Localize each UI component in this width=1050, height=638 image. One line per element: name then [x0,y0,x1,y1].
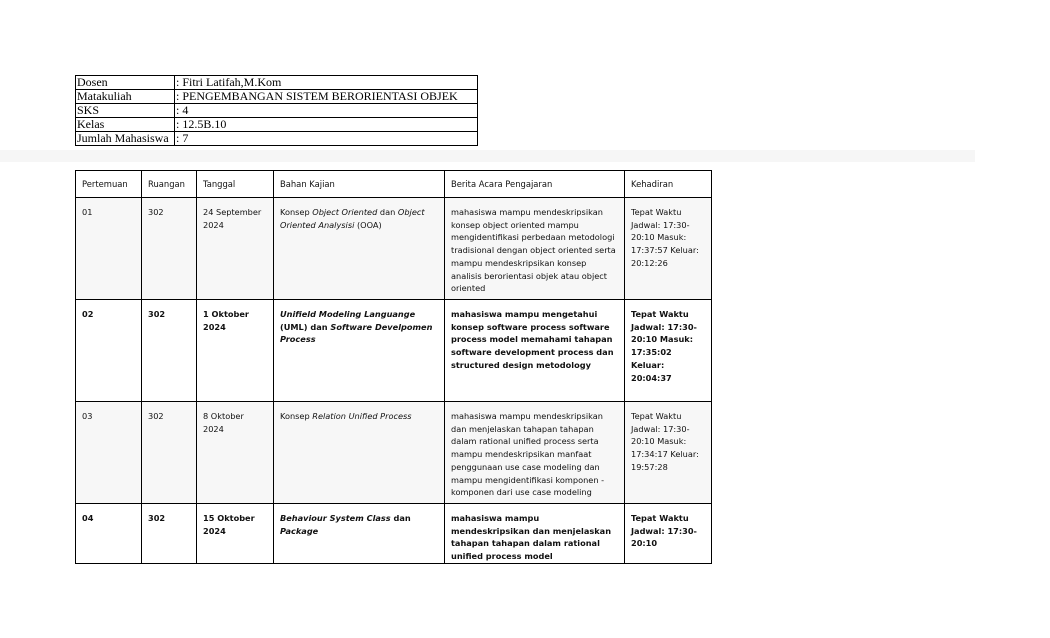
bahan-italic: Software Develpomen Process [280,321,433,345]
cell-ruangan: 302 [142,402,197,504]
cell-tanggal: 24 September 2024 [197,198,274,300]
info-value: : 12.5B.10 [175,118,478,132]
header-kehadiran: Kehadiran [625,171,712,198]
cell-berita-acara: mahasiswa mampu mendeskripsikan dan menjelaskan tahapan tahapan dalam rational unified process serta mampu mendeskripsikan manfaat penggunaan use case modeling dan mampu mengidentifikasi komponen - komponen dari use case modeling [445,402,625,504]
course-info-table [75,75,478,146]
cell-kehadiran: Tepat Waktu Jadwal: 17:30-20:10 Masuk: 17:34:17 Keluar: 19:57:28 [625,402,712,504]
info-row-jumlah-mahasiswa [76,132,478,146]
header-pertemuan: Pertemuan [76,171,142,198]
table-row [76,504,712,564]
cell-bahan-kajian [274,198,445,300]
info-label: Dosen [76,76,175,90]
cell-berita-acara: mahasiswa mampu mendeskripsikan dan menjelaskan tahapan tahapan dalam rational unified process model [445,504,625,564]
bahan-italic: Unifield Modeling Languange [280,309,416,319]
bahan-text: (UML) dan [280,321,331,332]
header-berita-acara: Berita Acara Pengajaran [445,171,625,198]
info-value: : 4 [175,104,478,118]
table-row [76,198,712,300]
bahan-italic: Package [280,525,319,536]
bahan-text: dan [390,513,411,523]
bahan-italic: Object Oriented [312,207,378,217]
bahan-italic: Behaviour System Class [280,513,391,523]
cell-kehadiran: Tepat Waktu Jadwal: 17:30-20:10 Masuk: 17:35:02 Keluar: 20:04:37 [625,300,712,402]
header-bahan-kajian: Bahan Kajian [274,171,445,198]
bahan-italic: Object Oriented Analysisi [280,207,425,230]
cell-pertemuan: 04 [76,504,142,564]
cell-berita-acara: mahasiswa mampu mendeskripsikan konsep object oriented mampu mengidentifikasi perbedaan metodologi tradisional dengan object oriented serta mampu mendeskripsikan konsep analisis berorientasi objek atau object oriented [445,198,625,300]
cell-bahan-kajian [274,402,445,504]
info-value: : PENGEMBANGAN SISTEM BERORIENTASI OBJEK [175,90,478,104]
bahan-text: (OOA) [354,219,382,230]
info-row-kelas [76,118,478,132]
table-row [76,300,712,402]
info-label: SKS [76,104,175,118]
bahan-text: dan [377,207,398,217]
bahan-italic: Relation Unified Process [312,411,412,421]
cell-pertemuan: 02 [76,300,142,402]
info-label: Jumlah Mahasiswa [76,132,175,146]
info-row-dosen [76,76,478,90]
teaching-log-table [75,170,712,564]
cell-ruangan: 302 [142,198,197,300]
cell-tanggal: 1 Oktober 2024 [197,300,274,402]
cell-kehadiran: Tepat Waktu Jadwal: 17:30-20:10 [625,504,712,564]
cell-bahan-kajian [274,300,445,402]
cell-tanggal: 15 Oktober 2024 [197,504,274,564]
info-label: Kelas [76,118,175,132]
cell-berita-acara: mahasiswa mampu mengetahui konsep software process software process model memahami tahapan software development process dan structured design metodology [445,300,625,402]
cell-kehadiran: Tepat Waktu Jadwal: 17:30-20:10 Masuk: 17:37:57 Keluar: 20:12:26 [625,198,712,300]
bahan-text: Konsep [280,411,313,421]
cell-tanggal: 8 Oktober 2024 [197,402,274,504]
table-row [76,402,712,504]
info-value: : 7 [175,132,478,146]
info-value: : Fitri Latifah,M.Kom [175,76,478,90]
info-row-sks [76,104,478,118]
table-header-row [76,171,712,198]
cell-bahan-kajian [274,504,445,564]
cell-ruangan: 302 [142,300,197,402]
cell-pertemuan: 01 [76,198,142,300]
separator-band [0,150,975,162]
header-tanggal: Tanggal [197,171,274,198]
info-label: Matakuliah [76,90,175,104]
header-ruangan: Ruangan [142,171,197,198]
info-row-matakuliah [76,90,478,104]
bahan-text: Konsep [280,207,313,217]
cell-pertemuan: 03 [76,402,142,504]
cell-ruangan: 302 [142,504,197,564]
